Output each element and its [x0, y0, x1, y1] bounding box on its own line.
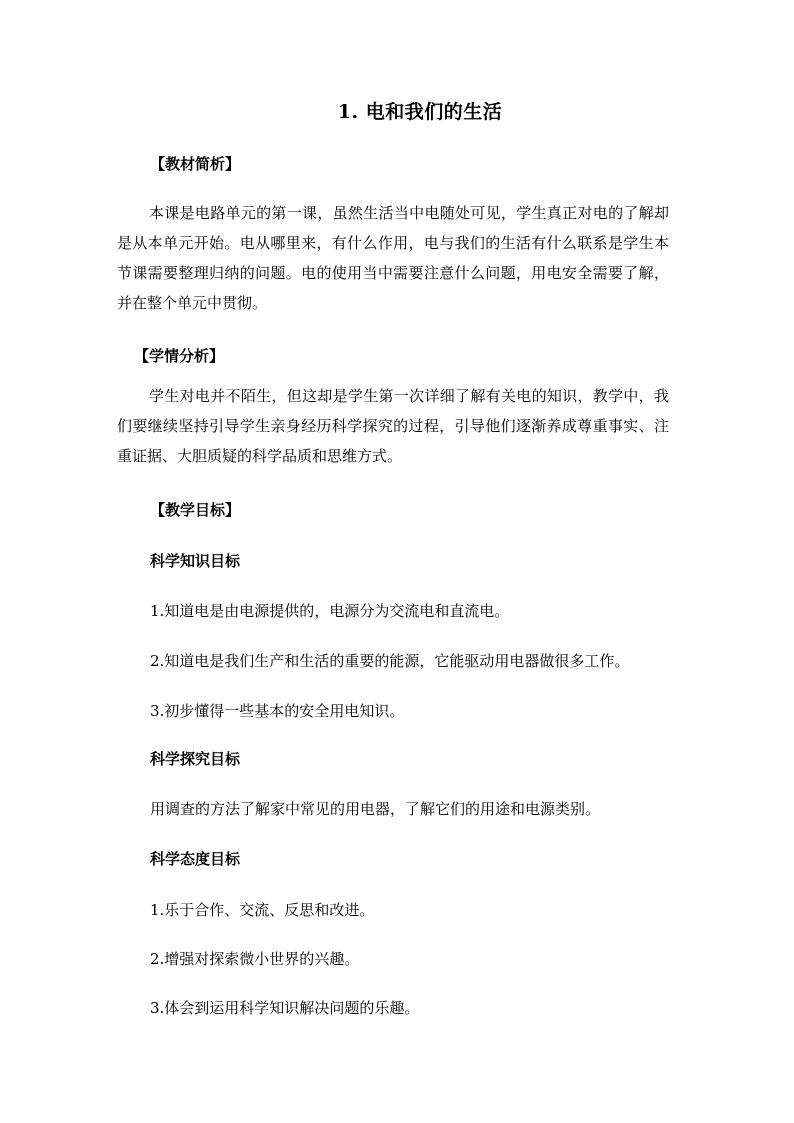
attitude-goal-item: 1.乐于合作、交流、反思和改进。 — [150, 901, 375, 919]
knowledge-goal-item: 1.知道电是由电源提供的，电源分为交流电和直流电。 — [150, 602, 510, 620]
knowledge-goal-item: 2.知道电是我们生产和生活的重要的能源，它能驱动用电器做很多工作。 — [150, 652, 630, 670]
attitude-goal-item: 3.体会到运用科学知识解决问题的乐趣。 — [150, 999, 420, 1017]
section-heading-textbook-analysis: 【教材简析】 — [150, 155, 241, 173]
attitude-goal-item: 2.增强对探索微小世界的兴趣。 — [150, 950, 360, 968]
document-title: 1. 电和我们的生活 — [337, 101, 503, 123]
section-heading-student-analysis: 【学情分析】 — [134, 347, 225, 365]
student-analysis-paragraph: 学生对电并不陌生，但这却是学生第一次详细了解有关电的知识，教学中，我们要继续坚持引导学生亲身经历科学探究的过程，引导他们逐渐养成尊重事实、注重证据、大胆质疑的科学品质和思维方式。 — [117, 387, 669, 465]
inquiry-goal-text: 用调查的方法了解家中常见的用电器，了解它们的用途和电源类别。 — [150, 800, 601, 818]
subheading-attitude-goals: 科学态度目标 — [150, 850, 241, 868]
knowledge-goal-item: 3.初步懂得一些基本的安全用电知识。 — [150, 702, 405, 720]
section-heading-teaching-goals: 【教学目标】 — [150, 501, 241, 519]
subheading-knowledge-goals: 科学知识目标 — [150, 552, 241, 570]
subheading-inquiry-goals: 科学探究目标 — [150, 750, 241, 768]
textbook-analysis-paragraph: 本课是电路单元的第一课，虽然生活当中电随处可见，学生真正对电的了解却是从本单元开始。电从哪里来，有什么作用，电与我们的生活有什么联系是学生本节课需要整理归纳的问题。电的使用当中需要注意什么问题，用电安全需要了解，并在整个单元中贯彻。 — [117, 204, 669, 312]
